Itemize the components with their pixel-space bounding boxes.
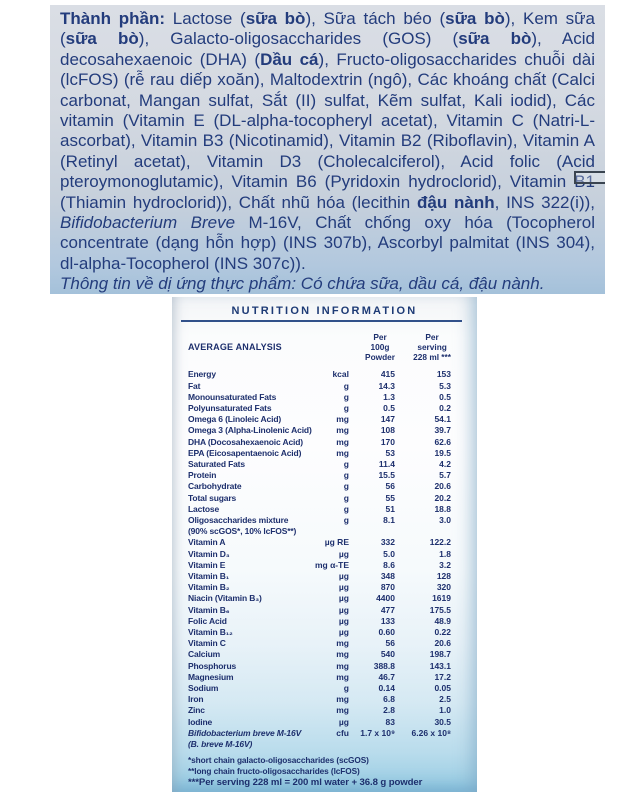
table-row-continuation [188, 739, 451, 750]
table-row [188, 705, 451, 716]
ingredients-block [50, 5, 605, 294]
row-per-serving: 0.22 [434, 627, 451, 638]
header-line: 228 ml *** [413, 352, 451, 363]
row-name: Carbohydrate [188, 481, 242, 492]
row-per-100g: 0.5 [383, 403, 395, 413]
row-per-100g: 51 [385, 503, 395, 514]
table-row [188, 403, 451, 414]
ingredient-segment: sữa bò [458, 29, 532, 49]
column-header-per-100g [349, 332, 395, 363]
row-unit: µg [338, 615, 349, 626]
row-per-serving: 153 [436, 369, 451, 380]
table-row [188, 717, 451, 728]
table-row [188, 425, 451, 436]
nutrition-title: NUTRITION INFORMATION [231, 305, 418, 317]
row-name: Polyunsaturated Fats [188, 403, 272, 413]
row-unit: mg [336, 705, 349, 716]
row-name: Vitamin B₁ [188, 571, 230, 582]
row-per-serving: 128 [436, 571, 451, 582]
row-name: Energy [188, 369, 216, 380]
ingredient-segment: Lactose ( [165, 9, 246, 28]
ingredient-segment: ), Galacto-oligosaccharides (GOS) ( [138, 29, 459, 49]
row-unit: mg [336, 425, 349, 436]
row-unit: mg [336, 436, 349, 447]
row-unit: g [343, 391, 349, 402]
row-name: Vitamin B₂ [188, 582, 230, 593]
table-row [188, 459, 451, 470]
ingredients-paragraph [60, 9, 595, 274]
row-name: DHA (Docosahexaenoic Acid) [188, 436, 303, 447]
row-name: Vitamin E [188, 559, 226, 570]
row-per-100g: 332 [380, 537, 395, 548]
row-unit: mg [336, 660, 349, 671]
row-per-serving: 20.6 [434, 638, 451, 649]
row-per-serving: 3.0 [439, 515, 451, 526]
row-per-serving: 20.2 [434, 492, 451, 503]
header-line: Per [373, 331, 387, 342]
row-unit: cfu [336, 727, 349, 738]
row-per-100g: 5.0 [383, 548, 395, 559]
row-per-serving: 143.1 [429, 660, 451, 671]
row-name: Sodium [188, 683, 219, 694]
table-row-continuation [188, 526, 451, 537]
row-per-100g: 108 [380, 425, 395, 436]
row-per-100g: 83 [385, 716, 395, 727]
row-per-100g: 53 [385, 447, 395, 458]
row-unit: µg [338, 571, 349, 582]
row-per-100g: 14.3 [378, 380, 395, 391]
row-per-100g: 15.5 [378, 470, 395, 481]
row-unit: g [343, 403, 349, 413]
table-row [188, 515, 451, 526]
row-name: Calcium [188, 649, 221, 660]
row-unit: mg [336, 671, 349, 682]
table-row [188, 392, 451, 403]
ingredient-segment: M-16V, Chất chống oxy hóa (Tocopherol concentrate (dạng hỗn hợp) (INS 307b), Ascorbyl palmitat (INS 304), dl-alpha-Tocopherol (INS 307c)). [60, 213, 595, 273]
ingredient-segment: sữa bò [245, 9, 306, 28]
ingredient-segment: ), Kem sữa ( [60, 9, 596, 49]
row-unit: mg [336, 638, 349, 649]
row-per-100g: 540 [380, 649, 395, 660]
header-line: 100g [370, 341, 390, 352]
row-unit: mg [336, 694, 349, 705]
table-row [188, 549, 451, 560]
row-per-serving: 20.6 [434, 481, 451, 492]
row-per-100g: 415 [380, 369, 395, 380]
row-name: Protein [188, 470, 217, 481]
row-per-serving: 1.0 [439, 705, 451, 716]
row-per-serving: 175.5 [429, 604, 451, 615]
row-name: Vitamin B₆ [188, 604, 230, 615]
table-row [188, 672, 451, 683]
row-per-100g: 388.8 [373, 660, 395, 671]
row-per-serving: 122.2 [429, 537, 451, 548]
row-per-serving: 19.5 [434, 447, 451, 458]
ingredient-segment: sữa bò [65, 29, 139, 49]
table-row [188, 448, 451, 459]
row-per-serving: 4.2 [439, 459, 451, 470]
table-row [188, 571, 451, 582]
column-header-average-analysis: AVERAGE ANALYSIS [188, 341, 282, 352]
per-100g-label [365, 332, 395, 363]
row-name: Saturated Fats [188, 459, 245, 470]
row-per-100g: 4400 [376, 593, 395, 604]
row-unit: g [343, 459, 349, 470]
row-per-100g: 46.7 [378, 671, 395, 682]
ingredient-segment: ), Acid decosahexaenoic (DHA) ( [60, 29, 595, 69]
row-per-serving: 0.5 [439, 391, 451, 402]
row-per-100g [349, 526, 395, 537]
row-unit: µg [338, 716, 349, 727]
row-name: Total sugars [188, 492, 237, 503]
footnote: ***Per serving 228 ml = 200 ml water + 36.8 g powder [188, 777, 423, 789]
row-per-serving: 320 [436, 582, 451, 593]
row-per-100g: 8.6 [383, 559, 395, 570]
row-unit: mg [336, 447, 349, 458]
table-header [172, 322, 477, 363]
table-row [188, 582, 451, 593]
row-per-serving: 0.2 [439, 403, 451, 413]
row-per-serving [395, 526, 451, 537]
row-name: Niacin (Vitamin B₃) [188, 593, 262, 604]
row-per-100g: 170 [380, 436, 395, 447]
row-name: Vitamin B₁₂ [188, 627, 233, 638]
row-name: Iodine [188, 716, 213, 727]
row-unit: g [343, 481, 349, 492]
artifact-box [574, 171, 605, 184]
ingredient-segment: Dầu cá [260, 49, 319, 69]
row-unit [309, 739, 349, 750]
table-row [188, 560, 451, 571]
row-name: Magnesium [188, 671, 234, 682]
row-per-serving: 5.3 [439, 380, 451, 391]
row-name-line2: (90% scGOS*, 10% lcFOS**) [188, 526, 297, 537]
table-row [188, 414, 451, 425]
row-name: Oligosaccharides mixture [188, 515, 289, 526]
row-unit: mg [336, 649, 349, 660]
row-unit [309, 526, 349, 537]
row-per-serving: 62.6 [434, 436, 451, 447]
row-per-serving: 1.8 [439, 548, 451, 559]
row-per-100g: 2.8 [383, 705, 395, 716]
row-per-100g: 56 [385, 638, 395, 649]
table-row [188, 627, 451, 638]
header-line: serving [417, 341, 447, 352]
row-unit: mg [336, 414, 349, 425]
row-unit: µg [338, 548, 349, 559]
per-serving-label [413, 332, 451, 363]
allergy-note: Thông tin về dị ứng thực phẩm: Có chứa sữa, dầu cá, đậu nành. [60, 274, 545, 294]
table-row [188, 493, 451, 504]
table-row [188, 481, 451, 492]
row-name: Omega 3 (Alpha-Linolenic Acid) [188, 425, 312, 436]
row-unit: µg RE [324, 537, 349, 548]
ingredient-segment: Bifidobacterium Breve [60, 213, 236, 233]
ingredient-segment: Thành phần: [60, 9, 166, 28]
header-line: Powder [365, 352, 395, 363]
table-row [188, 504, 451, 515]
table-row [188, 605, 451, 616]
row-per-100g: 8.1 [383, 515, 395, 526]
row-per-100g: 133 [380, 615, 395, 626]
row-name: Vitamin A [188, 537, 226, 548]
footnote: **long chain fructo-oligosaccharides (lcFOS) [188, 765, 360, 776]
row-per-serving: 2.5 [439, 694, 451, 705]
table-row [188, 381, 451, 392]
row-name: Fat [188, 380, 201, 391]
row-unit: µg [338, 604, 349, 615]
row-per-100g: 56 [385, 481, 395, 492]
row-per-serving: 1619 [432, 593, 451, 604]
row-unit: g [343, 515, 349, 526]
row-name: Lactose [188, 503, 220, 514]
table-row [188, 537, 451, 548]
table-body [172, 362, 477, 750]
ingredient-segment: ), Sữa tách béo ( [305, 9, 446, 28]
row-per-serving: 3.2 [439, 559, 451, 570]
row-per-100g: 0.60 [378, 627, 395, 638]
row-name: Vitamin C [188, 638, 226, 649]
row-per-100g: 11.4 [378, 459, 395, 470]
row-per-100g: 147 [380, 414, 395, 425]
column-header-per-serving [395, 332, 451, 363]
row-name: Vitamin D₃ [188, 548, 230, 559]
row-per-serving: 17.2 [434, 671, 451, 682]
row-name: Omega 6 (Linoleic Acid) [188, 414, 282, 425]
row-per-serving: 30.5 [434, 716, 451, 727]
table-row [188, 470, 451, 481]
row-per-serving: 39.7 [434, 425, 451, 436]
row-per-100g: 1.3 [383, 391, 395, 402]
row-per-100g: 0.14 [378, 683, 395, 694]
row-name: Phosphorus [188, 660, 237, 671]
table-row [188, 728, 451, 739]
row-unit: g [343, 683, 349, 694]
row-per-serving: 18.8 [434, 503, 451, 514]
row-unit: g [343, 503, 349, 514]
row-per-100g: 1.7 x 10⁹ [360, 727, 395, 738]
row-per-serving: 5.7 [439, 470, 451, 481]
ingredient-segment: sữa bò [445, 9, 505, 28]
row-per-serving: 6.26 x 10⁸ [411, 727, 451, 738]
table-row [188, 683, 451, 694]
row-name-line2: (B. breve M-16V) [188, 739, 253, 750]
row-per-serving: 48.9 [434, 615, 451, 626]
row-per-serving: 54.1 [434, 414, 451, 425]
table-row [188, 649, 451, 660]
table-row [188, 638, 451, 649]
footnotes [172, 750, 477, 790]
table-row [188, 593, 451, 604]
row-name: Bifidobacterium breve M-16V [188, 727, 302, 738]
table-row [188, 437, 451, 448]
row-name: EPA (Eicosapentaenoic Acid) [188, 447, 302, 458]
row-per-100g: 55 [385, 492, 395, 503]
row-unit: µg [338, 593, 349, 604]
row-unit: kcal [332, 369, 349, 380]
table-row [188, 661, 451, 672]
row-name: Zinc [188, 705, 205, 716]
footnote: *short chain galacto-oligosaccharides (scGOS) [188, 755, 369, 766]
row-name: Iron [188, 694, 204, 705]
row-per-serving: 198.7 [429, 649, 451, 660]
row-unit: g [343, 492, 349, 503]
row-per-100g: 477 [380, 604, 395, 615]
ingredient-segment: ), Fructo-oligosaccharides chuỗi dài (lcFOS) (rễ rau diếp xoăn), Maltodextrin (ngô), Các khoáng chất (Calci carbonat, Mangan sulfat, Sắt (II) sulfat, Kẽm sulfat, Kali iodid), Các vitamin (Vitamin E (DL-alpha-tocopheryl acetat), Vitamin C (Natri-L-ascorbat), Vitamin B3 (Nicotinamid), Vitamin B2 (Riboflavin), Vitamin A (Retinyl acetat), Vitamin D3 (Cholecalciferol), Acid folic (Acid pteroymonoglutamic), Vitamin B6 (Pyridoxin hydroclorid), Vitamin B1 (Thiamin hydroclorid)), Chất nhũ hóa (lecithin [60, 49, 595, 212]
ingredient-segment: , INS 322(i)), [494, 192, 595, 212]
row-unit: g [343, 380, 349, 391]
table-row [188, 369, 451, 380]
row-name: Monounsaturated Fats [188, 391, 277, 402]
row-name: Folic Acid [188, 615, 227, 626]
nutrition-panel [172, 297, 477, 792]
table-row [188, 694, 451, 705]
row-unit: mg α-TE [314, 559, 349, 570]
header-line: Per [425, 331, 439, 342]
ingredient-segment: đậu nành [417, 192, 495, 212]
row-unit: µg [338, 582, 349, 593]
row-per-100g [349, 739, 395, 750]
row-per-100g: 348 [380, 571, 395, 582]
row-per-100g: 870 [380, 582, 395, 593]
row-per-serving: 0.05 [434, 683, 451, 694]
row-per-100g: 6.8 [383, 694, 395, 705]
table-row [188, 616, 451, 627]
row-per-serving [395, 739, 451, 750]
column-header-unit [309, 332, 349, 363]
row-unit: g [343, 470, 349, 481]
row-unit: µg [338, 627, 349, 638]
